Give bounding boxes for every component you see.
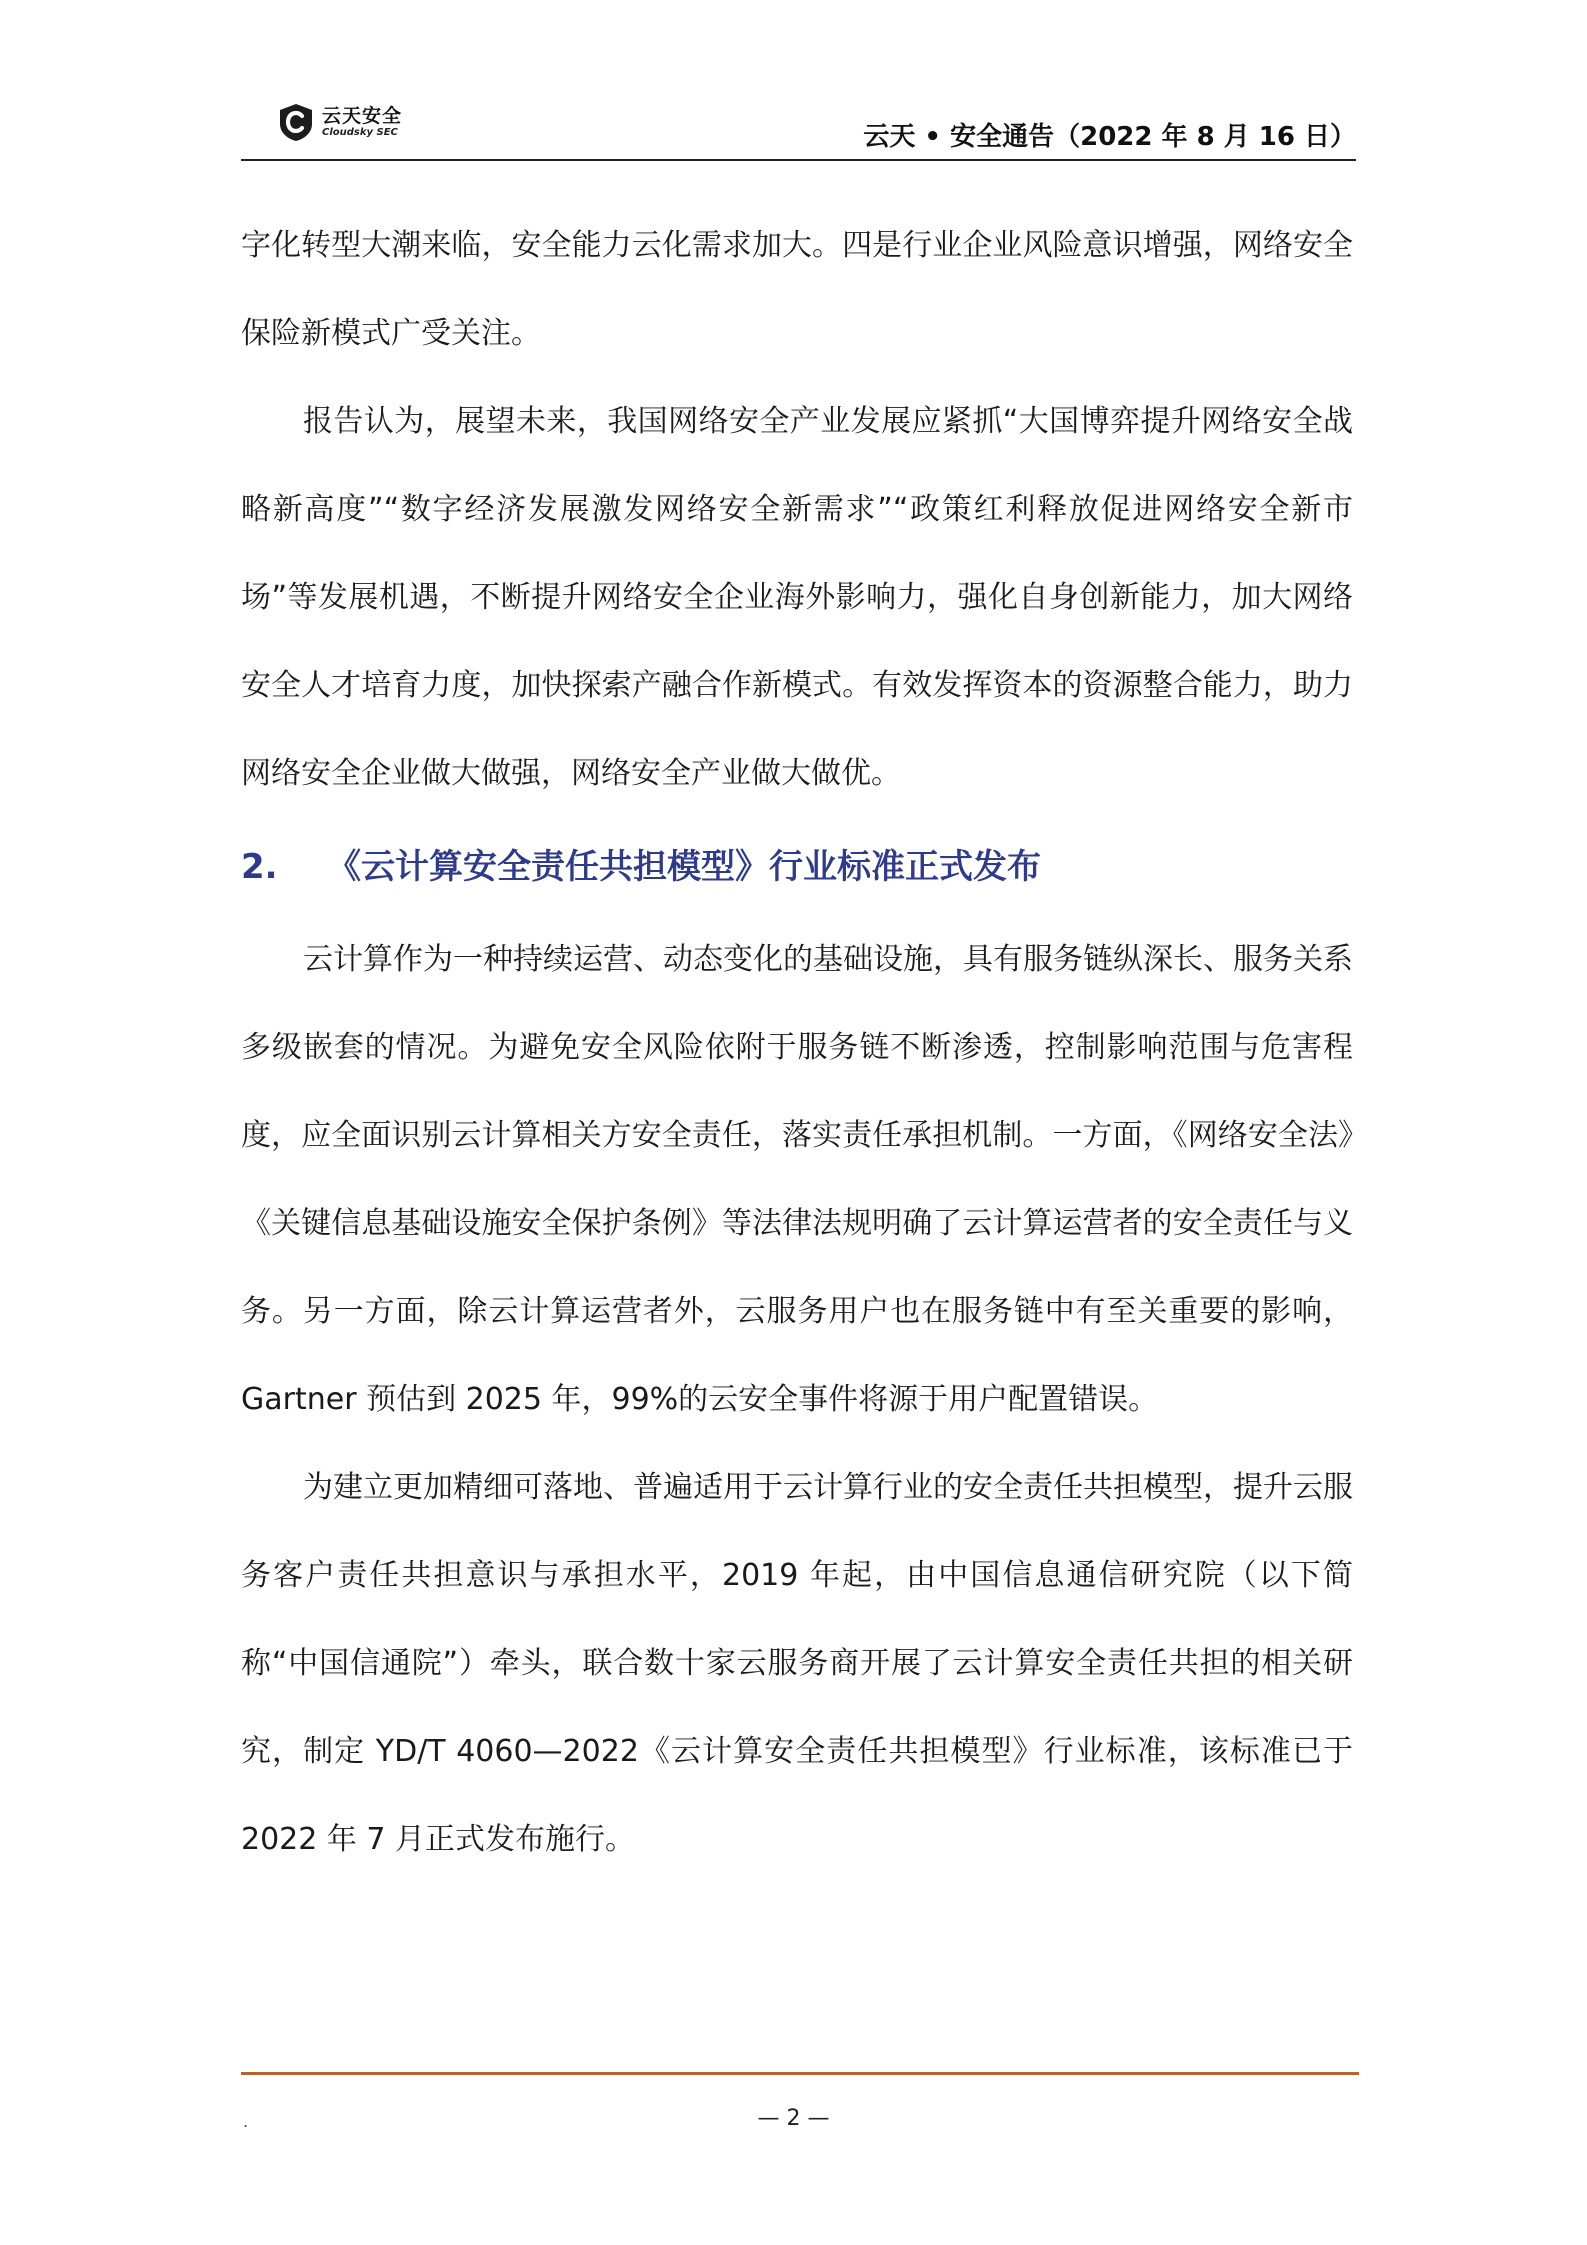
paragraph-report-outlook: 报告认为，展望未来，我国网络安全产业发展应紧抓“大国博弈提升网络安全战略新高度”“数字经济发展激发网络安全新需求”“政策红利释放促进网络安全新市场”等发展机遇，不断提升网络安全企业海外影响力，强化自身创新能力，加大网络安全人才培育力度，加快探索产融合作新模式。有效发挥资本的资源整合能力，助力网络安全企业做大做强，网络安全产业做大做优。 [241,404,1353,791]
logo-chinese-name: 云天安全 [322,105,403,127]
corner-mark: . [243,2112,249,2131]
page-number: — 2 — [757,2106,830,2131]
paragraph-continued: 字化转型大潮来临，安全能力云化需求加大。四是行业企业风险意识增强，网络安全保险新模式广受关注。 [241,228,1353,351]
document-body [241,202,1353,1884]
page-header [241,98,1356,158]
paragraph-standard-release: 为建立更加精细可落地、普遍适用于云计算行业的安全责任共担模型，提升云服务客户责任共担意识与承担水平，2019 年起，由中国信息通信研究院（以下简称“中国信通院”）牵头，联合数十家云服务商开展了云计算安全责任共担的相关研究，制定 YD/T 4060—2022《云计算安全责任共担模型》行业标准，该标准已于 2022 年 7 月正式发布施行。 [241,1470,1353,1857]
logo-english-name: Cloudsky SEC [322,127,398,138]
section-title: 《云计算安全责任共担模型》行业标准正式发布 [327,847,1041,887]
section-number: 2. [241,847,278,887]
shield-c-logo-icon [276,102,316,142]
company-logo [276,98,402,146]
footer-divider [241,2072,1359,2075]
paragraph-cloud-intro: 云计算作为一种持续运营、动态变化的基础设施，具有服务链纵深长、服务关系多级嵌套的情况。为避免安全风险依附于服务链不断渗透，控制影响范围与危害程度，应全面识别云计算相关方安全责任，落实责任承担机制。一方面，《网络安全法》《关键信息基础设施安全保护条例》等法律法规明确了云计算运营者的安全责任与义务。另一方面，除云计算运营者外，云服务用户也在服务链中有至关重要的影响，Gartner 预估到 2025 年，99%的云安全事件将源于用户配置错误。 [241,942,1353,1417]
bulletin-title: 云天 • 安全通告（2022 年 8 月 16 日） [863,122,1356,152]
header-divider [241,159,1356,161]
section-heading [241,818,1353,916]
logo-text [322,105,402,139]
